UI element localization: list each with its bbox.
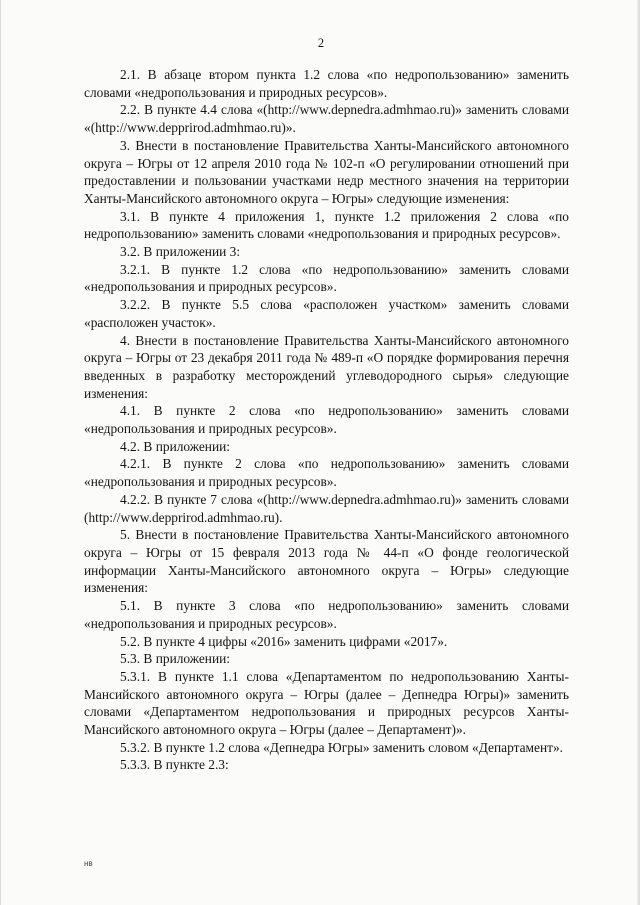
paragraph-4-2: 4.2. В приложении: [120, 438, 231, 454]
paragraph-5-1: 5.1. В пункте 3 слова «по недропользованию» заменить словами «недропользования и природных ресурсов». [84, 598, 569, 631]
paragraph-3-2: 3.2. В приложении 3: [120, 244, 241, 260]
paragraph-4-2-1: 4.2.1. В пункте 2 слова «по недропользованию» заменить словами «недропользования и природных ресурсов». [84, 456, 569, 490]
paragraph-5-3-1: 5.3.1. В пункте 1.1 слова «Департаментом по недропользованию Ханты-Мансийского автономного округа – Югры (далее – Депнедра Югры)» заменить словами «Департаментом недропользования и природных ресурсов Ханты-Мансийского автономного округа – Югры (далее – Департамент)». [84, 668, 569, 738]
paragraph-2-2: 2.2. В пункте 4.4 слова «(http://www.depnedra.admhmao.ru)» заменить словами «(http://www.depprirod.admhmao.ru)». [84, 102, 569, 136]
paragraph-5: 5. Внести в постановление Правительства Ханты-Мансийского автономного округа – Югры от 15 февраля 2013 года № 44-п «О фонде геологической информации Ханты-Мансийского автономного округа – Югры» следующие изменения: [84, 527, 569, 596]
paragraph-3: 3. Внести в постановление Правительства Ханты-Мансийского автономного округа – Югры от 12 апреля 2010 года № 102-п «О регулировании отношений при предоставлении и пользовании участками недр местного значения на территории Ханты-Мансийского автономного округа – Югры» следующие изменения: [84, 137, 569, 206]
paragraph-4: 4. Внести в постановление Правительства Ханты-Мансийского автономного округа – Югры от 23 декабря 2011 года № 489-п «О порядке формирования перечня введенных в разработку месторождений углеводородного сырья» следующие изменения: [84, 332, 569, 401]
paragraph-4-2-2: 4.2.2. В пункте 7 слова «(http://www.depnedra.admhmao.ru)» заменить словами (http://www.depprirod.admhmao.ru). [84, 491, 569, 525]
paragraph-4-1: 4.1. В пункте 2 слова «по недропользованию» заменить словами «недропользования и природных ресурсов». [84, 403, 569, 437]
footer-initials: нв [84, 859, 93, 868]
paragraph-2-1: 2.1. В абзаце втором пункта 1.2 слова «по недропользованию» заменить словами «недропользования и природных ресурсов». [84, 67, 569, 100]
paragraph-5-3-3: 5.3.3. В пункте 2.3: [120, 757, 229, 773]
paragraph-5-2: 5.2. В пункте 4 цифры «2016» заменить цифрами «2017». [120, 633, 448, 649]
paragraph-5-3: 5.3. В приложении: [120, 651, 231, 667]
page-number: 2 [317, 36, 325, 50]
paragraph-3-1: 3.1. В пункте 4 приложения 1, пункте 1.2 приложения 2 слова «по недропользованию» заменить словами «недропользования и природных ресурсов». [84, 208, 569, 242]
paragraph-3-2-2: 3.2.2. В пункте 5.5 слова «расположен участком» заменить словами «расположен участок». [84, 297, 569, 330]
paragraph-5-3-2: 5.3.2. В пункте 1.2 слова «Депнедра Югры» заменить словом «Департамент». [120, 739, 564, 755]
paragraph-3-2-1: 3.2.1. В пункте 1.2 слова «по недропользованию» заменить словами «недропользования и природных ресурсов». [84, 261, 569, 295]
document-body [84, 66, 569, 774]
